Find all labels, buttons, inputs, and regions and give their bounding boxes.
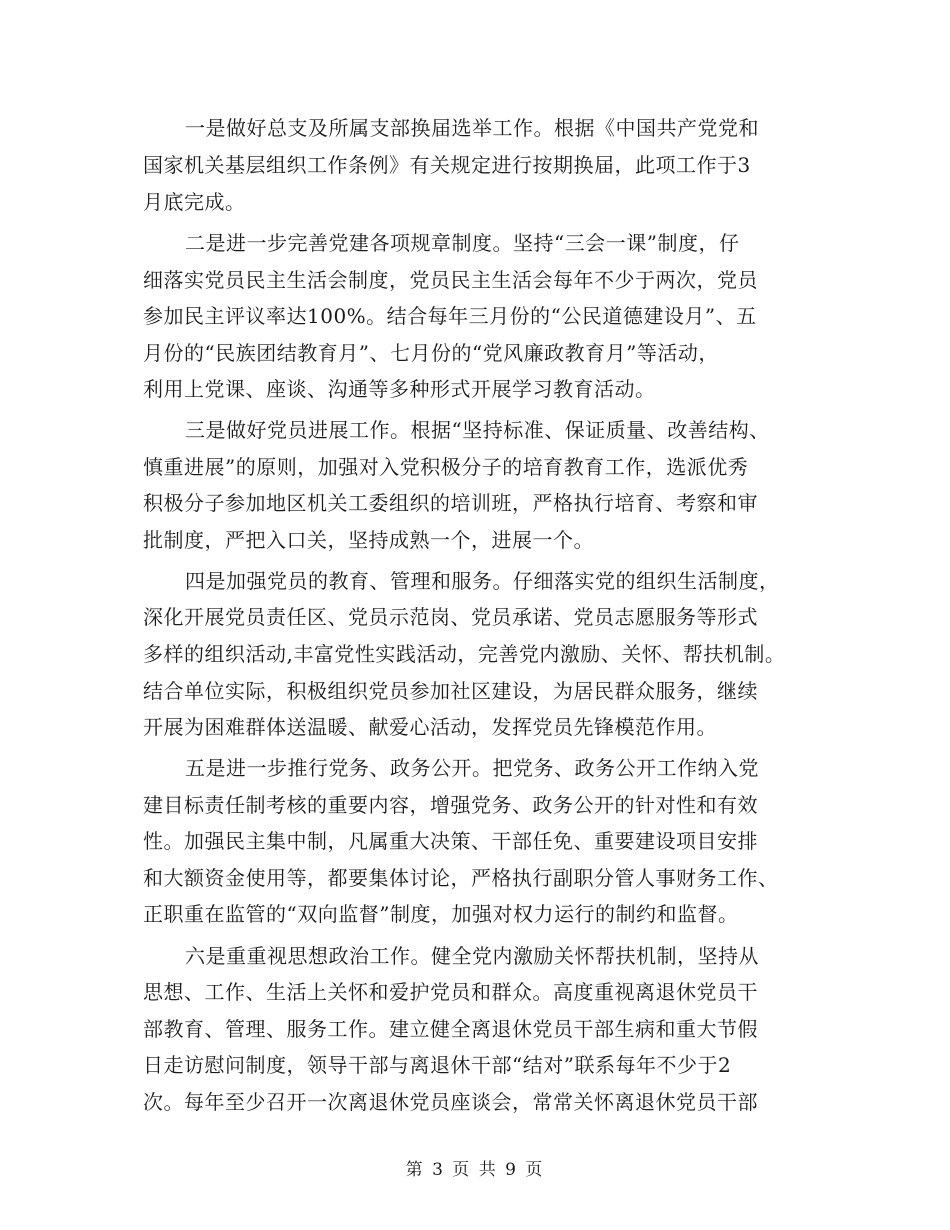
paragraph-5-line-3: 性。加强民主集中制，凡属重大决策、干部任免、重要建设项目安排 <box>143 829 758 853</box>
paragraph-5-line-4: 和大额资金使用等，都要集体讨论，严格执行副职分管人事财务工作、 <box>143 866 779 890</box>
paragraph-4-line-2: 深化开展党员责任区、党员示范岗、党员承诺、党员志愿服务等形式 <box>143 605 758 629</box>
paragraph-6-line-3: 部教育、管理、服务工作。建立健全离退休党员干部生病和重大节假 <box>143 1017 758 1041</box>
paragraph-2-line-4: 月份的“民族团结教育月”、七月份的“党风廉政教育月”等活动， <box>143 341 719 365</box>
paragraph-6-line-1: 六是重重视思想政治工作。健全党内激励关怀帮扶机制，坚持从 <box>185 944 759 968</box>
paragraph-3-line-1: 三是做好党员进展工作。根据“坚持标准、保证质量、改善结构、 <box>185 418 770 442</box>
paragraph-5-line-1: 五是进一步推行党务、政务公开。把党务、政务公开工作纳入党 <box>185 756 759 780</box>
paragraph-5-line-5: 正职重在监管的“双向监督”制度，加强对权力运行的制约和监督。 <box>143 902 739 926</box>
paragraph-2-line-2: 细落实党员民主生活会制度，党员民主生活会每年不少于两次，党员 <box>143 268 758 292</box>
paragraph-1-line-3: 月底完成。 <box>143 190 246 214</box>
paragraph-6-line-4: 日走访慰问制度，领导干部与离退休干部“结对”联系每年不少于2 <box>143 1053 732 1077</box>
paragraph-4-line-3: 多样的组织活动,丰富党性实践活动，完善党内激励、关怀、帮扶机制。 <box>143 642 786 666</box>
paragraph-5-line-2: 建目标责任制考核的重要内容，增强党务、政务公开的针对性和有效 <box>143 793 758 817</box>
paragraph-2-line-3: 参加民主评议率达100%。结合每年三月份的“公民道德建设月”、五 <box>143 304 757 328</box>
paragraph-3-line-3: 积极分子参加地区机关工委组织的培训班，严格执行培育、考察和审 <box>143 491 758 515</box>
paragraph-4-line-4: 结合单位实际，积极组织党员参加社区建设，为居民群众服务，继续 <box>143 679 758 703</box>
paragraph-6-line-2: 思想、工作、生活上关怀和爱护党员和群众。高度重视离退休党员干 <box>143 980 758 1004</box>
paragraph-2-line-1: 二是进一步完善党建各项规章制度。坚持“三会一课”制度，仔 <box>185 231 740 255</box>
paragraph-2-line-5: 利用上党课、座谈、沟通等多种形式开展学习教育活动。 <box>143 377 656 401</box>
paragraph-1-line-1: 一是做好总支及所属支部换届选举工作。根据《中国共产党党和 <box>185 116 759 140</box>
paragraph-3-line-2: 慎重进展”的原则，加强对入党积极分子的培育教育工作，选派优秀 <box>143 455 749 479</box>
paragraph-4-line-1: 四是加强党员的教育、管理和服务。仔细落实党的组织生活制度， <box>185 569 780 593</box>
paragraph-1-line-2: 国家机关基层组织工作条例》有关规定进行按期换届，此项工作于3 <box>143 153 751 177</box>
paragraph-4-line-5: 开展为困难群体送温暖、献爱心活动，发挥党员先锋模范作用。 <box>143 715 717 739</box>
page-number-footer: 第 3 页 共 9 页 <box>405 1160 545 1180</box>
paragraph-6-line-5: 次。每年至少召开一次离退休党员座谈会，常常关怀离退休党员干部 <box>143 1090 758 1114</box>
paragraph-3-line-4: 批制度，严把入口关，坚持成熟一个，进展一个。 <box>143 528 594 552</box>
